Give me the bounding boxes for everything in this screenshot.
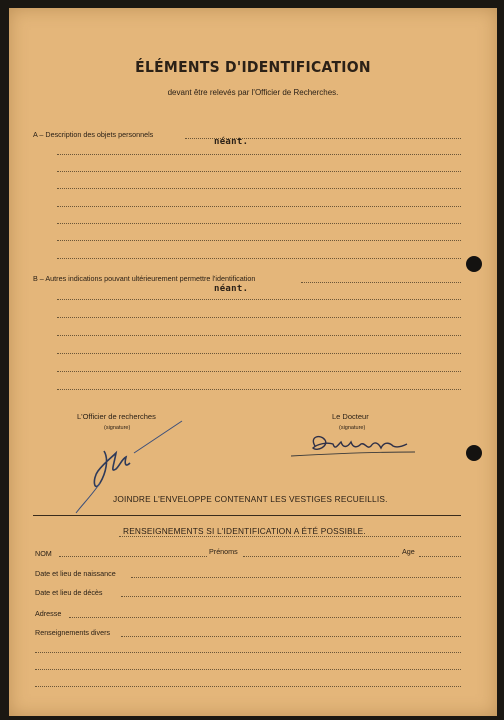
naissance-field[interactable]	[131, 577, 461, 578]
form-sheet	[9, 8, 497, 716]
section-b-line	[57, 299, 461, 300]
adresse-label: Adresse	[35, 609, 62, 618]
punch-hole	[466, 445, 482, 461]
form-subtitle: devant être relevés par l'Officier de Recherches.	[167, 88, 339, 97]
divers-field[interactable]	[121, 636, 461, 637]
naissance-label: Date et lieu de naissance	[35, 569, 116, 578]
divers-label: Renseignements divers	[35, 628, 111, 637]
section-b-line	[57, 353, 461, 354]
nom-label: NOM	[35, 549, 52, 558]
section-b-line	[57, 335, 461, 336]
form-title: ÉLÉMENTS D'IDENTIFICATION	[135, 58, 371, 76]
divers-line	[35, 686, 461, 687]
adresse-field[interactable]	[69, 617, 461, 618]
section-a-line	[57, 188, 461, 189]
divers-line	[35, 669, 461, 670]
section-a-line	[57, 171, 461, 172]
identification-heading: RENSEIGNEMENTS SI L'IDENTIFICATION A ÉTÉ POSSIBLE.	[123, 526, 366, 536]
section-a-line	[57, 206, 461, 207]
doctor-signature	[287, 430, 422, 462]
section-a-line	[57, 240, 461, 241]
section-divider	[33, 515, 461, 516]
section-b-label: B – Autres indications pouvant ultérieurement permettre l'identification	[33, 274, 256, 283]
divers-line	[35, 652, 461, 653]
age-label: Age	[402, 547, 415, 556]
section-b-line	[57, 317, 461, 318]
section-a-label: A – Description des objets personnels	[33, 130, 154, 139]
punch-hole	[466, 256, 482, 272]
identification-heading-line	[119, 536, 461, 537]
doctor-sub-label: (signature)	[339, 425, 366, 431]
section-a-line	[57, 154, 461, 155]
nom-field[interactable]	[59, 556, 207, 557]
officer-label: L'Officier de recherches	[77, 412, 156, 421]
section-b-value[interactable]: néant.	[214, 284, 249, 294]
section-b-line	[301, 282, 461, 283]
officer-sub-label: (signature)	[104, 425, 131, 431]
deces-field[interactable]	[121, 596, 461, 597]
age-field[interactable]	[419, 556, 461, 557]
section-a-value[interactable]: néant.	[214, 137, 249, 147]
prenoms-label: Prénoms	[209, 547, 238, 556]
instruction-text: JOINDRE L'ENVELOPPE CONTENANT LES VESTIGES RECUEILLIS.	[113, 494, 388, 504]
section-b-line	[57, 389, 461, 390]
doctor-label: Le Docteur	[332, 412, 369, 421]
section-a-line	[57, 258, 461, 259]
section-a-line	[57, 223, 461, 224]
section-b-line	[57, 371, 461, 372]
prenoms-field[interactable]	[243, 556, 399, 557]
deces-label: Date et lieu de décès	[35, 588, 103, 597]
